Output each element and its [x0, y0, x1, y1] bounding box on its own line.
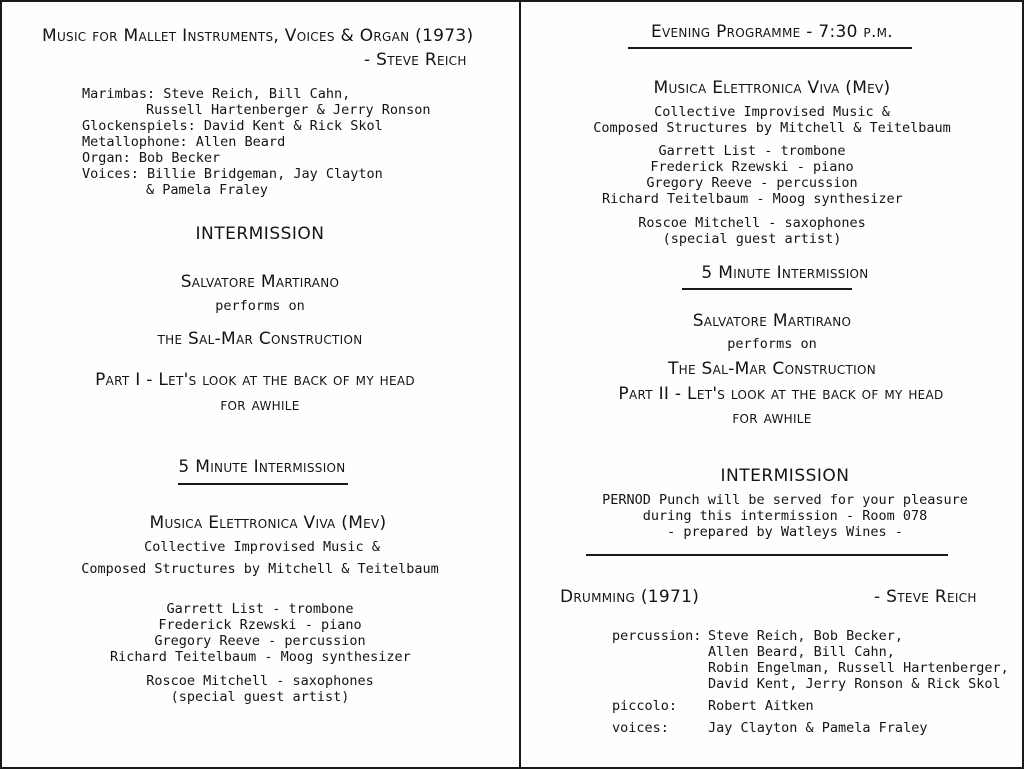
credit-line: Russell Hartenberger & Jerry Ronson	[146, 102, 431, 118]
player-line: Garrett List - trombone	[658, 143, 846, 159]
player-line: Garrett List - trombone	[166, 601, 354, 617]
section-rule	[178, 483, 348, 485]
drumming-credits	[612, 628, 1009, 736]
section-rule	[586, 554, 948, 556]
player-list	[602, 143, 902, 207]
credit-row	[612, 720, 1009, 736]
performer-line: Steve Reich, Bob Becker,	[708, 628, 904, 644]
credit-line: & Pamela Fraley	[146, 182, 268, 198]
note-line: during this intermission - Room 078	[642, 508, 928, 524]
performer-line: Robin Engelman, Russell Hartenberger,	[708, 660, 1009, 676]
guest-line: (special guest artist)	[662, 231, 842, 247]
performer-line: Allen Beard, Bill Cahn,	[708, 644, 895, 660]
intermission-heading: INTERMISSION	[720, 466, 850, 486]
ensemble-name: Musica Elettronica Viva (Mev)	[149, 513, 387, 533]
role-label: piccolo:	[612, 698, 678, 714]
ensemble-desc-cont: Composed Structures by Mitchell & Teitelbaum	[81, 561, 439, 577]
work-title: Drumming (1971)	[560, 587, 700, 607]
performer-name: Salvatore Martirano	[692, 311, 852, 331]
credit-line: Metallophone: Allen Beard	[82, 134, 286, 150]
ensemble-desc: Collective Improvised Music &	[144, 539, 380, 555]
intermission-heading: INTERMISSION	[195, 224, 325, 244]
player-line: Gregory Reeve - percussion	[646, 175, 858, 191]
work-composer: - Steve Reich	[874, 587, 977, 607]
performer-name: Salvatore Martirano	[180, 272, 340, 292]
ensemble-desc: Collective Improvised Music &	[654, 104, 890, 120]
player-line: Frederick Rzewski - piano	[158, 617, 362, 633]
section-rule	[628, 47, 912, 49]
role-label: percussion:	[612, 628, 702, 644]
player-line: Richard Teitelbaum - Moog synthesizer	[110, 649, 411, 665]
left-page	[2, 2, 518, 767]
guest-line: Roscoe Mitchell - saxophones	[638, 215, 866, 231]
credit-line: Glockenspiels: David Kent & Rick Skol	[82, 118, 383, 134]
guest-line: Roscoe Mitchell - saxophones	[146, 673, 374, 689]
guest-line: (special guest artist)	[170, 689, 350, 705]
part-title: Part I - Let's look at the back of my head	[95, 370, 415, 390]
role-label: voices:	[612, 720, 669, 736]
ensemble-desc-cont: Composed Structures by Mitchell & Teitelbaum	[593, 120, 951, 136]
note-line: PERNOD Punch will be served for your pleasure	[602, 492, 968, 508]
player-line: Gregory Reeve - percussion	[154, 633, 366, 649]
instrument-name: the Sal-Mar Construction	[157, 329, 363, 349]
performer-line: David Kent, Jerry Ronson & Rick Skol	[708, 676, 1001, 692]
credit-line: Marimbas: Steve Reich, Bill Cahn,	[82, 86, 351, 102]
performer-line: Robert Aitken	[708, 698, 814, 714]
right-page	[522, 2, 1022, 767]
part-title-cont: for awhile	[220, 395, 300, 415]
ensemble-name: Musica Elettronica Viva (Mev)	[653, 78, 891, 98]
credit-line: Organ: Bob Becker	[82, 150, 221, 166]
performs-text: performs on	[727, 336, 817, 352]
work-credits	[82, 86, 430, 198]
performer-line: Jay Clayton & Pamela Fraley	[708, 720, 928, 736]
work-composer: - Steve Reich	[364, 50, 467, 70]
part-title-cont: for awhile	[732, 408, 812, 428]
credit-row	[612, 698, 1009, 714]
performs-text: performs on	[215, 298, 305, 314]
short-intermission-heading: 5 Minute Intermission	[701, 263, 869, 283]
short-intermission-heading: 5 Minute Intermission	[178, 457, 346, 477]
programme-heading: Evening Programme - 7:30 p.m.	[650, 22, 894, 42]
guest-artist	[110, 673, 410, 705]
page-divider	[519, 2, 521, 767]
section-rule	[682, 288, 852, 290]
work-title: Music for Mallet Instruments, Voices & Organ (1973)	[42, 26, 474, 46]
player-list	[110, 601, 410, 665]
credit-line: Voices: Billie Bridgeman, Jay Clayton	[82, 166, 383, 182]
refreshments-note	[522, 492, 1024, 540]
note-line: - prepared by Watleys Wines -	[667, 524, 903, 540]
instrument-name: The Sal-Mar Construction	[667, 359, 877, 379]
player-line: Frederick Rzewski - piano	[650, 159, 854, 175]
player-line: Richard Teitelbaum - Moog synthesizer	[602, 191, 903, 207]
credit-row	[612, 628, 1009, 692]
guest-artist	[602, 215, 902, 247]
part-title: Part II - Let's look at the back of my head	[618, 384, 944, 404]
